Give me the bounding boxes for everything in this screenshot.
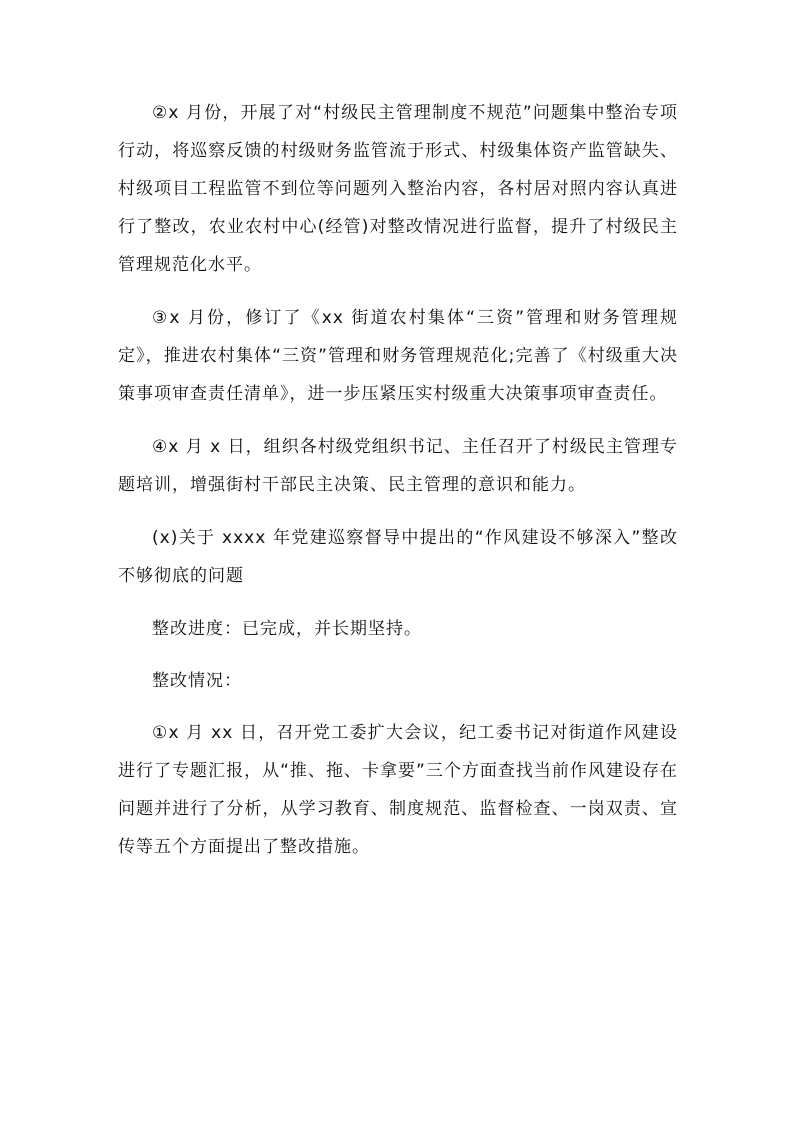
rectification-progress: 整改进度：已完成，并长期坚持。	[152, 619, 422, 639]
paragraph-item-3: ③x 月份，修订了《xx 街道农村集体“三资”管理和财务管理规定》，推进农村集体“三资”管理和财务管理规范化;完善了《村级重大决策事项审查责任清单》，进一步压紧压实村级重大决策事项审查责任。	[118, 308, 678, 404]
document-body	[118, 94, 678, 881]
paragraph-item-2: ②x 月份，开展了对“村级民主管理制度不规范”问题集中整治专项行动，将巡察反馈的村级财务监管流于形式、村级集体资产监管缺失、村级项目工程监管不到位等问题列入整治内容，各村居对照内容认真进行了整改，农业农村中心(经管)对整改情况进行监督，提升了村级民主管理规范化水平。	[118, 103, 678, 275]
paragraph-item-4: ④x 月 x 日，组织各村级党组织书记、主任召开了村级民主管理专题培训，增强街村干部民主决策、民主管理的意识和能力。	[118, 437, 678, 495]
rectification-status-label: 整改情况：	[152, 671, 242, 691]
section-heading: (x)关于 xxxx 年党建巡察督导中提出的“作风建设不够深入”整改不够彻底的问题	[118, 528, 678, 586]
paragraph-item-1: ①x 月 xx 日，召开党工委扩大会议，纪工委书记对街道作风建设进行了专题汇报，从“推、拖、卡拿要”三个方面查找当前作风建设存在问题并进行了分析，从学习教育、制度规范、监督检查、一岗双责、宣传等五个方面提出了整改措施。	[118, 723, 678, 857]
